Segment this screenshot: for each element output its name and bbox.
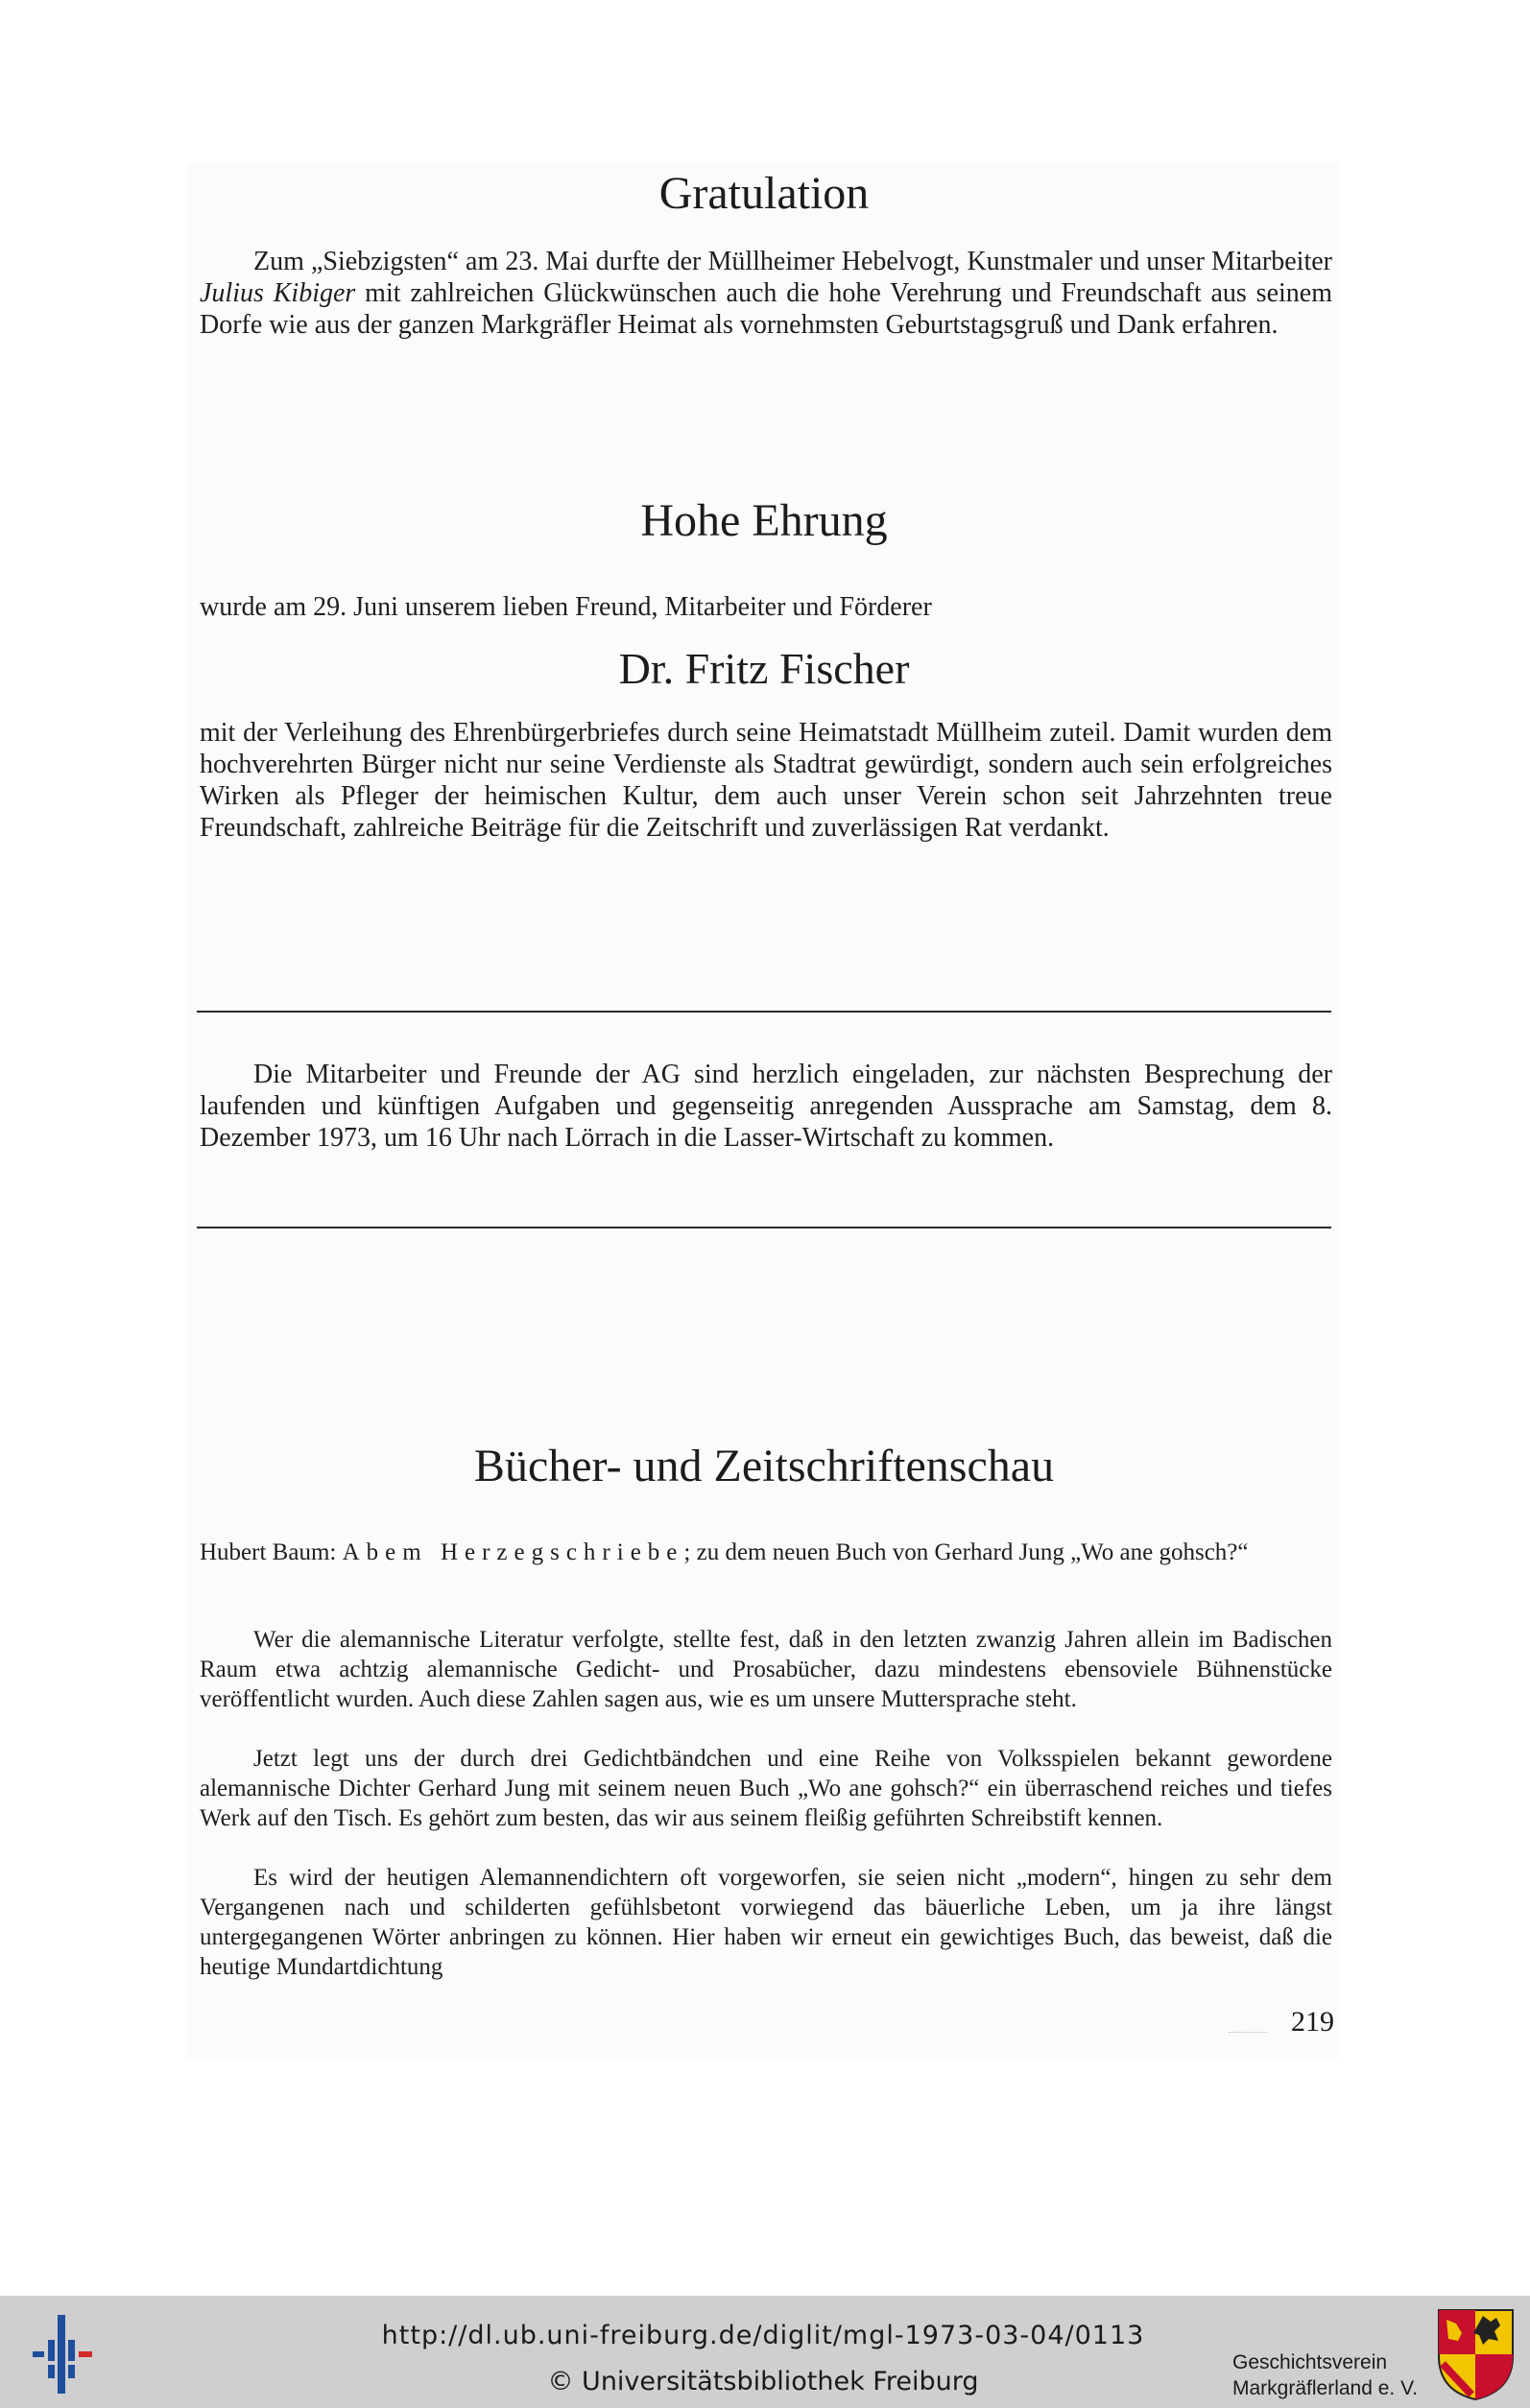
society-name[interactable] [1232, 2349, 1424, 2401]
heading-gratulation: Gratulation [658, 168, 870, 219]
review-paragraph-2: Jetzt legt uns der durch drei Gedichtbändchen und eine Reihe von Volksspielen bekannt gewordene alemannische Dichter Gerhard Jung mit seinem neuen Buch „Wo ane gohsch?“ ein überraschend reiches und tiefes Werk auf den Tisch. Es gehört zum besten, das wir aus seinem fleißig geführten Schreibstift kennen. [200, 1746, 1332, 1831]
heading-buecherschau: Bücher- und Zeitschriftenschau [473, 1441, 1055, 1491]
heading-hohe-ehrung: Hohe Ehrung [640, 495, 888, 546]
person-name-kibiger: Julius Kibiger [200, 278, 356, 308]
notice-paragraph: Die Mitarbeiter und Freunde der AG sind herzlich eingeladen, zur nächsten Besprechung der laufenden und künftigen Aufgaben und gegenseitig anregenden Aussprache am Samstag, dem 8. Dezember 1973, um 16 Uhr nach Lörrach in die Lasser-Wirtschaft zu kommen. [200, 1060, 1332, 1153]
review-paragraph-1: Wer die alemannische Literatur verfolgte, stellte fest, daß in den letzten zwanzig Jahren allein im Badischen Raum etwa achtzig alemannische Gedicht- und Prosabücher, dazu mindestens ebensoviele Bühnenstücke veröffentlicht wurden. Auch diese Zahlen sagen aus, wie es um unsere Muttersprache steht. [200, 1627, 1332, 1712]
book-title-spaced: Abem Herzegschriebe [342, 1539, 684, 1565]
page-number: 219 [1291, 2006, 1334, 2038]
society-name-line-2: Markgräflerland e. V. [1232, 2377, 1418, 2399]
markgraeflerland-crest-icon[interactable] [1435, 2306, 1517, 2402]
honoree-name: Dr. Fritz Fischer [618, 644, 910, 693]
review-byline: Hubert Baum: Abem Herzegschriebe; zu dem neuen Buch von Gerhard Jung „Wo ane gohsch?“ [200, 1539, 1249, 1565]
ehrung-paragraph: mit der Verleihung des Ehrenbürgerbriefes durch seine Heimatstadt Müllheim zuteil. Damit wurden dem hochverehrten Bürger nicht nur seine Verdienste als Stadtrat gewürdigt, sondern auch sein erfolgreiches Wirken als Pfleger der heimischen Kultur, dem auch unser Verein schon seit Jahrzehnten treue Freundschaft, zahlreiche Beiträge für die Zeitschrift und zuverlässigen Rat verdankt. [200, 718, 1332, 843]
review-paragraph-3: Es wird der heutigen Alemannendichtern oft vorgeworfen, sie seien nicht „modern“, hingen zu sehr dem Vergangenen nach und schilderten gefühlsbetont vorwiegend das bäuerliche Leben, um ja ihre längst untergegangenen Wörter anbringen zu können. Hier haben wir erneut ein gewichtiges Buch, das beweist, daß die heutige Mundartdichtung [200, 1865, 1332, 1980]
copyright-text: © Universitätsbibliothek Freiburg [547, 2367, 979, 2396]
ehrung-intro: wurde am 29. Juni unserem lieben Freund, Mitarbeiter und Förderer [200, 592, 932, 622]
ub-freiburg-logo-icon[interactable] [29, 2311, 96, 2397]
society-name-line-1: Geschichtsverein [1232, 2351, 1388, 2373]
divider-top [197, 1011, 1331, 1013]
divider-bottom [197, 1227, 1331, 1228]
document-url-link[interactable]: http://dl.ub.uni-freiburg.de/diglit/mgl-1973-03-04/0113 [381, 2321, 1145, 2350]
gratulation-paragraph: Zum „Siebzigsten“ am 23. Mai durfte der Müllheimer Hebelvogt, Kunstmaler und unser Mitarbeiter Julius Kibiger mit zahlreichen Glückwünschen auch die hohe Verehrung und Freundschaft aus seinem Dorfe wie aus der ganzen Markgräfler Heimat als vornehmsten Geburtstagsgruß und Dank erfahren. [200, 247, 1332, 340]
